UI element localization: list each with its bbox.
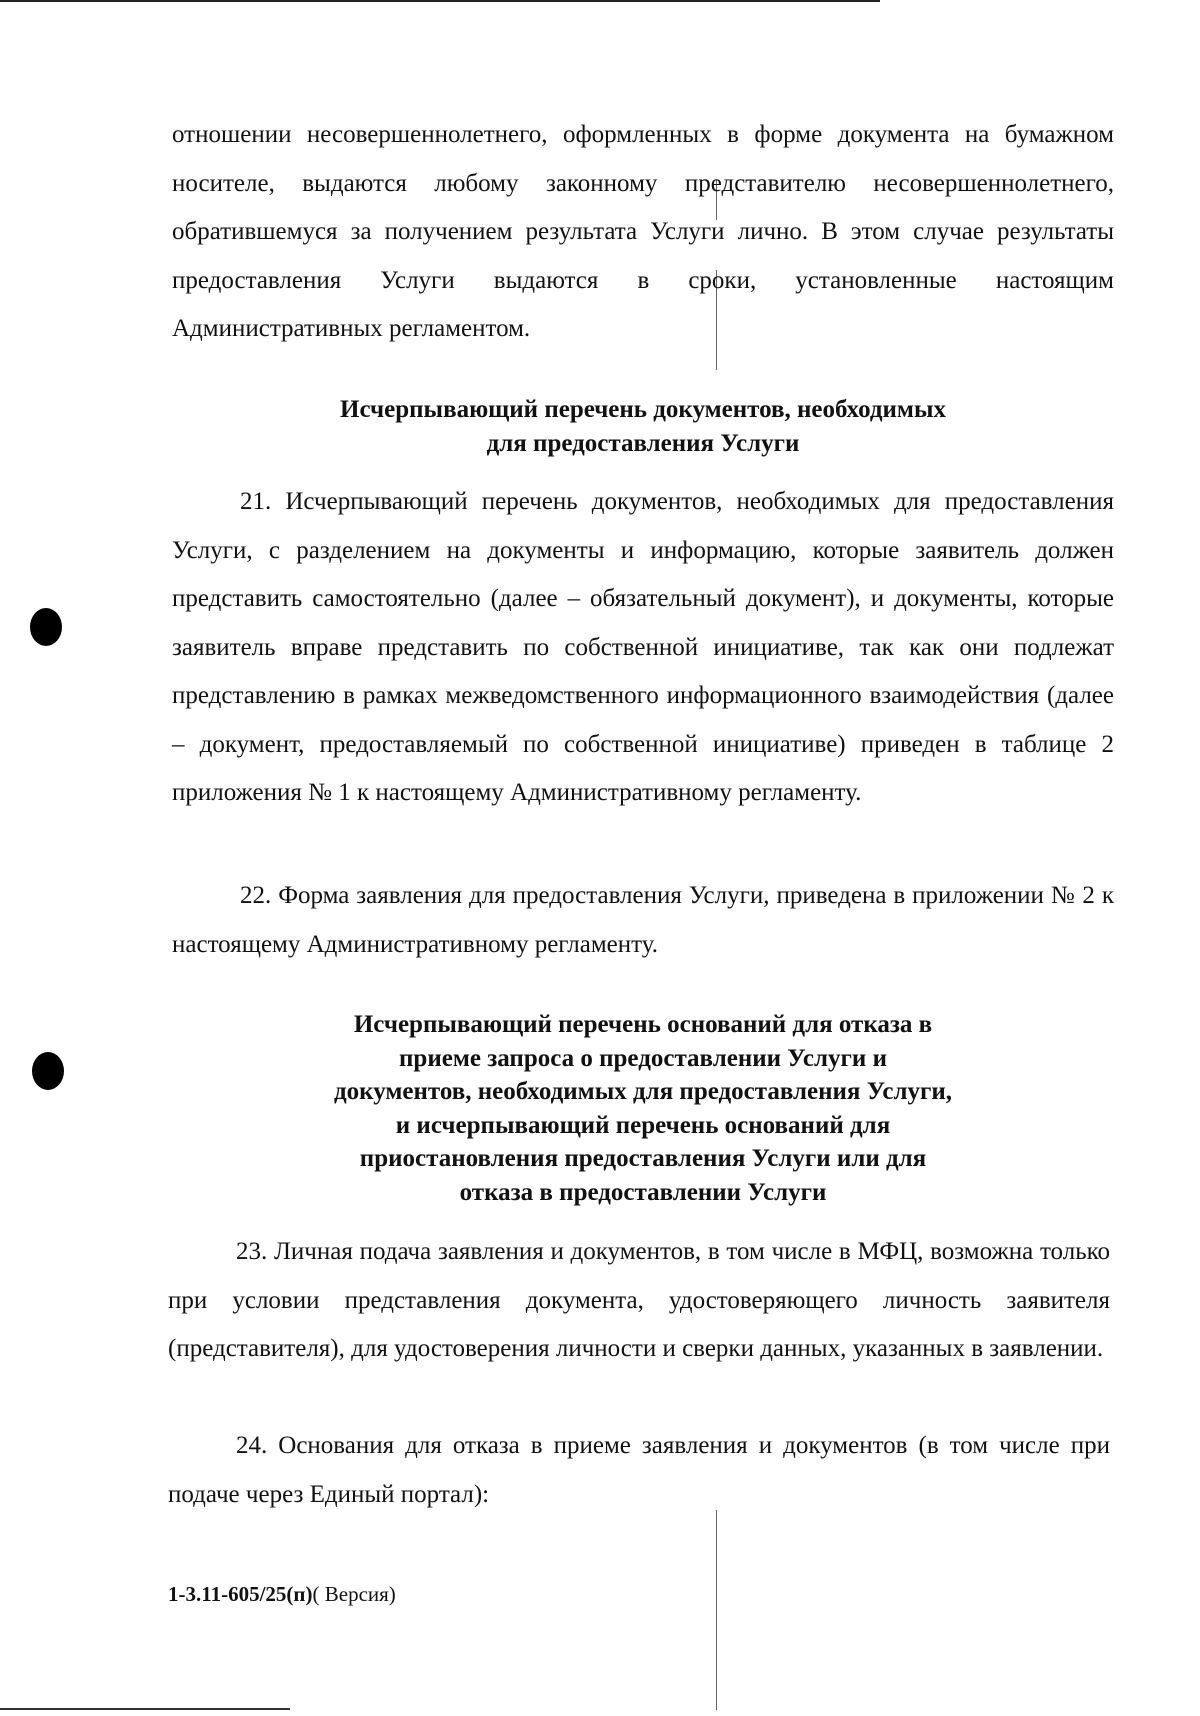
scan-edge-line-top — [0, 0, 880, 2]
document-footer — [168, 1582, 396, 1607]
section-heading-documents: Исчерпывающий перечень документов, необходимых для предоставления Услуги — [340, 396, 946, 457]
punch-hole — [30, 608, 62, 646]
paragraph-24: 24. Основания для отказа в приеме заявления и документов (в том числе при подаче через Единый портал): — [168, 1432, 1110, 1508]
fold-mark — [716, 1510, 717, 1710]
paragraph-22: 22. Форма заявления для предоставления Услуги, приведена в приложении № 2 к настоящему Административному регламенту. — [172, 882, 1114, 958]
scan-edge-line-bottom — [0, 1708, 290, 1710]
footer-version: ( Версия) — [312, 1582, 396, 1606]
section-heading-refusal-grounds: Исчерпывающий перечень оснований для отказа в приеме запроса о предоставлении Услуги и документов, необходимых для предоставления Услуги, и исчерпывающий перечень оснований для приостановления предоставления Услуги или для отказа в предоставлении Услуги — [334, 1011, 952, 1206]
paragraph-21: 21. Исчерпывающий перечень документов, необходимых для предоставления Услуги, с разделением на документы и информацию, которые заявитель должен представить самостоятельно (далее – обязательный документ), и документы, которые заявитель вправе представить по собственной инициативе, так как они подлежат представлению в рамках межведомственного информационного взаимодействия (далее – документ, предоставляемый по собственной инициативе) приведен в таблице 2 приложения № 1 к настоящему Административному регламенту. — [172, 488, 1114, 806]
paragraph-23: 23. Личная подача заявления и документов, в том числе в МФЦ, возможна только при условии представления документа, удостоверяющего личность заявителя (представителя), для удостоверения личности и сверки данных, указанных в заявлении. — [168, 1238, 1110, 1362]
footer-code: 1-3.11-605/25(п) — [168, 1582, 313, 1606]
continuation-paragraph: отношении несовершеннолетнего, оформленных в форме документа на бумажном носителе, выдаются любому законному представителю несовершеннолетнего, обратившемуся за получением результата Услуги лично. В этом случае результаты предоставления Услуги выдаются в сроки, установленные настоящим Административных регламентом. — [172, 121, 1114, 342]
punch-hole — [32, 1052, 64, 1090]
